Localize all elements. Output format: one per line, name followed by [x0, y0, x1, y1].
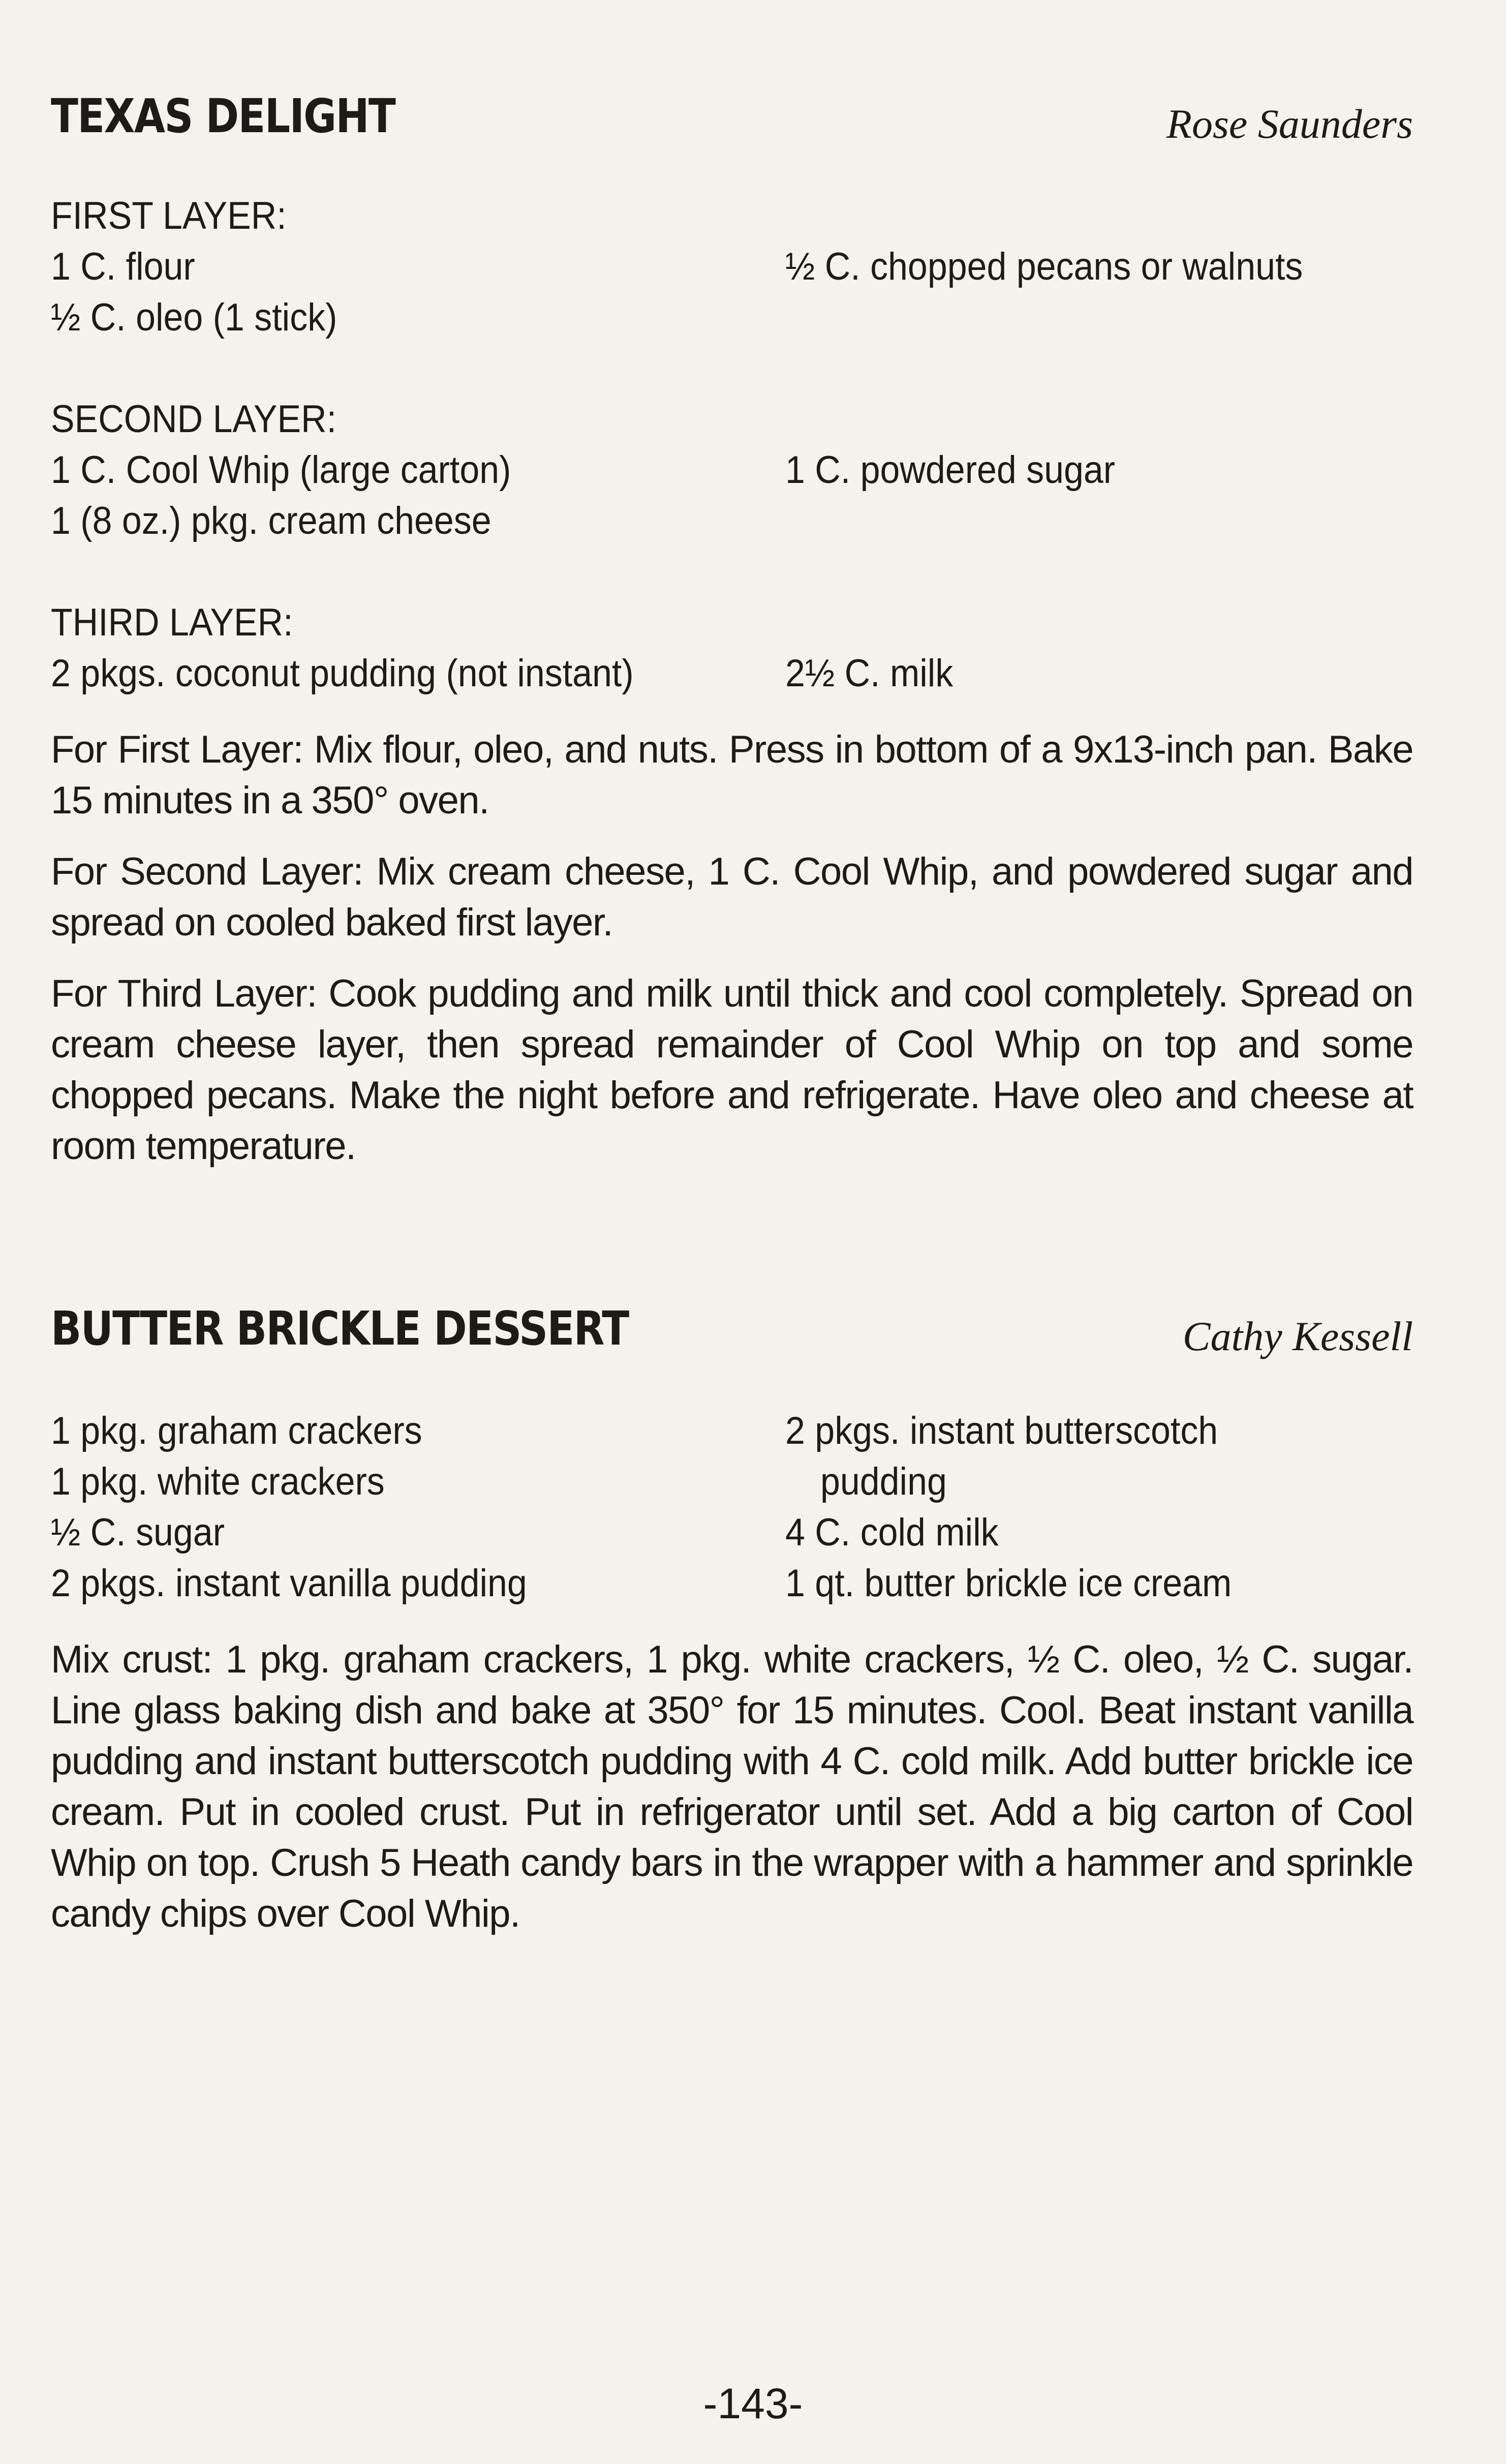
recipe-butter-brickle-dessert [51, 1301, 1413, 1939]
recipe-texas-delight [51, 89, 1413, 1172]
ingredient: 1 C. Cool Whip (large carton) [51, 448, 511, 492]
ingredient-continuation: pudding [820, 1460, 947, 1503]
recipe-title: BUTTER BRICKLE DESSERT [51, 1301, 629, 1356]
recipe-header [51, 1301, 1413, 1367]
directions-paragraph: For First Layer: Mix flour, oleo, and nuts. Press in bottom of a 9x13-inch pan. Bake 15 minutes in a 350° oven. [51, 728, 1413, 822]
third-layer-ingredients [51, 597, 1413, 724]
ingredient: 1 C. powdered sugar [785, 448, 1116, 492]
first-layer-ingredients [51, 191, 1413, 394]
directions-paragraph: Mix crust: 1 pkg. graham crackers, 1 pkg. white crackers, ½ C. oleo, ½ C. sugar. Line glass baking dish and bake at 350° for 15 minutes. Cool. Beat instant vanilla pudding and instant butterscotch pudding with 4 C. cold milk. Add butter brickle ice cream. Put in cooled crust. Put in refrigerator until set. Add a big carton of Cool Whip on top. Crush 5 Heath candy bars in the wrapper with a hammer and sprinkle candy chips over Cool Whip. [51, 1638, 1413, 1935]
ingredient: 2 pkgs. instant vanilla pudding [51, 1562, 527, 1605]
ingredient: 1 qt. butter brickle ice cream [785, 1562, 1232, 1605]
ingredient: 2 pkgs. coconut pudding (not instant) [51, 652, 634, 695]
second-layer-ingredients [51, 394, 1413, 597]
recipe-author: Rose Saunders [1166, 101, 1413, 147]
recipe-header [51, 89, 1413, 155]
layer-label: FIRST LAYER: [51, 194, 287, 237]
ingredients [51, 1406, 1413, 1634]
ingredient: 1 pkg. white crackers [51, 1460, 385, 1503]
ingredient: 2½ C. milk [785, 652, 954, 695]
ingredient: 1 pkg. graham crackers [51, 1409, 422, 1452]
ingredient: 4 C. cold milk [785, 1511, 999, 1554]
directions-paragraph: For Third Layer: Cook pudding and milk until thick and cool completely. Spread on cream cheese layer, then spread remainder of Cool Whip on top and some chopped pecans. Make the night before and refrigerate. Have oleo and cheese at room temperature. [51, 972, 1413, 1168]
page-number: -143- [703, 2380, 803, 2427]
layer-label: SECOND LAYER: [51, 398, 337, 441]
recipe-title: TEXAS DELIGHT [51, 89, 395, 143]
ingredient: ½ C. oleo (1 stick) [51, 296, 337, 339]
layer-label: THIRD LAYER: [51, 601, 293, 644]
recipe-author: Cathy Kessell [1182, 1313, 1413, 1359]
ingredient: ½ C. sugar [51, 1511, 225, 1554]
ingredient: ½ C. chopped pecans or walnuts [785, 245, 1303, 288]
ingredient: 1 C. flour [51, 245, 195, 288]
directions-paragraph: For Second Layer: Mix cream cheese, 1 C. Cool Whip, and powdered sugar and spread on cooled baked first layer. [51, 850, 1413, 944]
ingredient: 2 pkgs. instant butterscotch [785, 1409, 1218, 1452]
ingredient: 1 (8 oz.) pkg. cream cheese [51, 499, 491, 542]
